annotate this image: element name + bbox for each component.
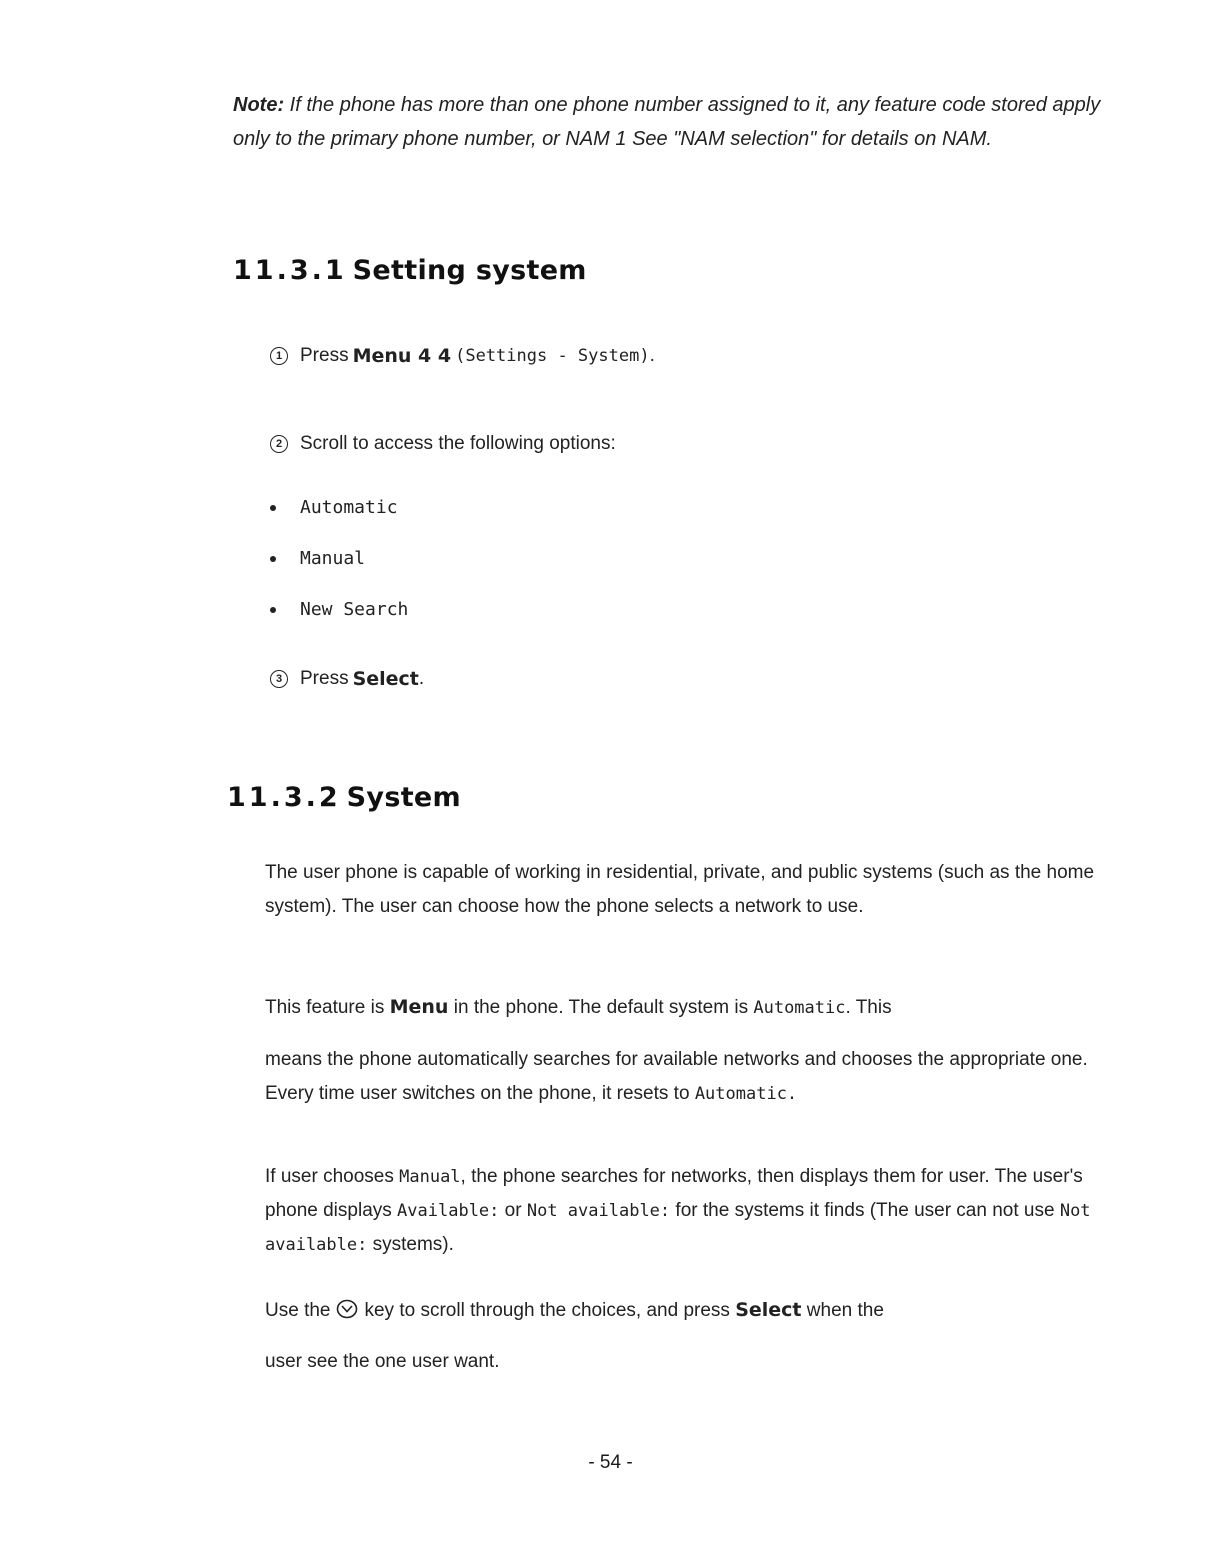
- menu-key-label: Menu 4 4: [352, 345, 452, 367]
- menu-key-label: Menu: [389, 996, 449, 1018]
- paragraph-scroll: [265, 1293, 1105, 1331]
- note-text: If the phone has more than one phone number assigned to it, any feature code stored apply only to the primary phone number, or NAM 1 See "NAM selection" for details on NAM.: [233, 94, 1101, 150]
- step-text: Press: [300, 345, 349, 366]
- text-run: or: [499, 1200, 527, 1221]
- paragraph-line: [265, 1293, 1105, 1331]
- select-key-label: Select: [735, 1299, 802, 1321]
- section-number: 11.3.1: [233, 255, 347, 286]
- code-not-available: Not available:: [265, 1201, 1091, 1255]
- option-automatic: Automatic: [300, 497, 398, 518]
- list-item: [270, 497, 398, 518]
- text-run: Use the: [265, 1300, 331, 1321]
- section-heading-setting-system: [233, 255, 587, 286]
- paragraph-feature: [265, 990, 1105, 1025]
- paragraph-last-line: [265, 1345, 1105, 1379]
- step-3: [270, 668, 424, 690]
- code-automatic: Automatic: [753, 998, 846, 1018]
- text-run: , the phone searches for networks, then displays them for user. The user's phone displays: [265, 1166, 1083, 1221]
- page-number: - 54 -: [588, 1452, 633, 1473]
- code-not-available: Not available:: [526, 1201, 671, 1221]
- paragraph-text: user see the one user want.: [265, 1351, 500, 1372]
- code-available: Available:: [397, 1201, 500, 1221]
- code-manual: Manual: [399, 1167, 461, 1187]
- section-number: 11.3.2: [227, 782, 341, 813]
- text-run: in the phone. The default system is: [448, 997, 754, 1018]
- step-number-badge: 1: [270, 347, 288, 365]
- paragraph-text: [265, 1043, 1105, 1111]
- text-run: when the: [801, 1300, 884, 1321]
- text-run: This feature is: [265, 997, 390, 1018]
- step-2: [270, 433, 616, 455]
- paragraph-manual: [265, 1160, 1105, 1262]
- step-number-badge: 3: [270, 670, 288, 688]
- bullet-icon: [270, 505, 276, 511]
- note-paragraph: [233, 88, 1113, 156]
- paragraph-text: [265, 1160, 1105, 1262]
- text-run: key to scroll through the choices, and press: [364, 1300, 736, 1321]
- text-run: If user chooses: [265, 1166, 400, 1187]
- section-title: Setting system: [352, 255, 587, 286]
- step-text-end: .: [418, 668, 425, 689]
- step-text-end: .: [649, 345, 655, 366]
- list-item: [270, 599, 408, 620]
- step-1: [270, 345, 655, 367]
- navigation-key-icon: [336, 1297, 358, 1331]
- step-number-badge: 2: [270, 435, 288, 453]
- paragraph-intro: [265, 856, 1105, 924]
- note-label: Note:: [233, 94, 285, 116]
- select-key-label: Select: [352, 668, 419, 690]
- option-new-search: New Search: [300, 599, 409, 620]
- text-run: . This: [845, 997, 892, 1018]
- bullet-icon: [270, 556, 276, 562]
- section-title: System: [346, 782, 461, 813]
- code-automatic: Automatic.: [694, 1084, 798, 1104]
- text-run: means the phone automatically searches for available networks and chooses the appropriate one. Every time user switches on the phone, it resets to: [265, 1049, 1088, 1104]
- section-heading-system: [227, 782, 461, 813]
- text-run: for the systems it finds (The user can not use: [670, 1200, 1060, 1221]
- step-text: Scroll to access the following options:: [300, 433, 616, 454]
- option-manual: Manual: [300, 548, 366, 569]
- menu-path-code: (Settings - System): [455, 346, 650, 366]
- paragraph-text: The user phone is capable of working in residential, private, and public systems (such as the home system). The user can choose how the phone selects a network to use.: [265, 862, 1095, 917]
- text-run: systems).: [367, 1234, 454, 1255]
- bullet-icon: [270, 607, 276, 613]
- list-item: [270, 548, 365, 569]
- step-text: Press: [300, 668, 349, 689]
- paragraph-line: [265, 990, 1105, 1025]
- paragraph-automatic: [265, 1043, 1105, 1111]
